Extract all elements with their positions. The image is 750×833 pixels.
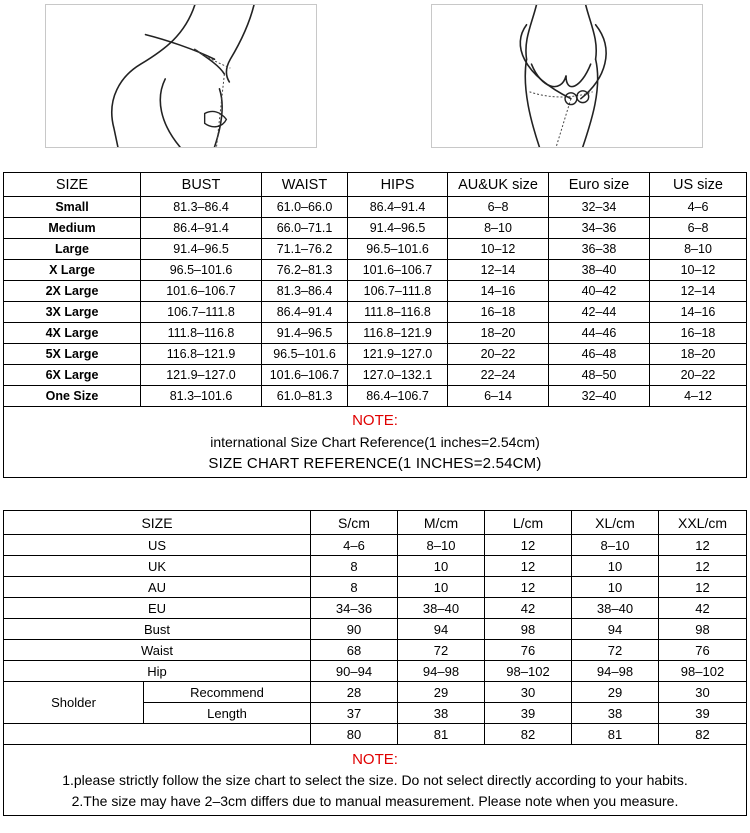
table-cell: 12 [485, 556, 572, 577]
table-cell: 106.7–111.8 [348, 281, 448, 302]
table-cell: 86.4–91.4 [141, 218, 262, 239]
table-cell: 91.4–96.5 [348, 218, 448, 239]
header-cell: Euro size [549, 173, 650, 197]
table-cell: 86.4–91.4 [262, 302, 348, 323]
table-cell: 34–36 [549, 218, 650, 239]
table-cell: 30 [659, 682, 747, 703]
table-cell: 12 [659, 535, 747, 556]
table-cell: 94 [572, 619, 659, 640]
table-cell: 12–14 [448, 260, 549, 281]
table-cell: 6–8 [650, 218, 747, 239]
size-cell: 2X Large [4, 281, 141, 302]
table-cell: 121.9–127.0 [141, 365, 262, 386]
table-cell: 82 [485, 724, 572, 745]
table-cell: 10–12 [448, 239, 549, 260]
table-cell: 48–50 [549, 365, 650, 386]
table-cell: 116.8–121.9 [141, 344, 262, 365]
table-cell: 111.8–116.8 [141, 323, 262, 344]
table-cell: 32–34 [549, 197, 650, 218]
size-cell: One Size [4, 386, 141, 407]
table-cell: 39 [659, 703, 747, 724]
table-cell: 8 [311, 556, 398, 577]
table-cell: 72 [572, 640, 659, 661]
table-cell: 18–20 [448, 323, 549, 344]
note-cell [4, 745, 747, 816]
row-label: Hip [4, 661, 311, 682]
table-cell: 10 [398, 556, 485, 577]
table-cell: 101.6–106.7 [141, 281, 262, 302]
table-cell: 96.5–101.6 [141, 260, 262, 281]
table-cell: 96.5–101.6 [262, 344, 348, 365]
table-cell: 76 [659, 640, 747, 661]
header-cell: S/cm [311, 511, 398, 535]
table-cell: 10 [572, 556, 659, 577]
table-cell: 38 [398, 703, 485, 724]
note-line: 1.please strictly follow the size chart to select the size. Do not select directly according to your habits. [62, 771, 688, 788]
note-row [4, 745, 747, 816]
table-row [4, 682, 747, 703]
table-cell: 80 [311, 724, 398, 745]
size-cell: Large [4, 239, 141, 260]
table-cell: 86.4–106.7 [348, 386, 448, 407]
table-cell: 18–20 [650, 344, 747, 365]
row-label: US [4, 535, 311, 556]
table-cell: 12 [485, 577, 572, 598]
table-row [4, 535, 747, 556]
table-cell: 94–98 [398, 661, 485, 682]
table-cell: 76 [485, 640, 572, 661]
table-row [4, 323, 747, 344]
table-cell: 8–10 [448, 218, 549, 239]
table-cell: 94 [398, 619, 485, 640]
waist-measure-illustration [45, 4, 317, 148]
table-cell: 96.5–101.6 [348, 239, 448, 260]
table-cell: 42–44 [549, 302, 650, 323]
note-row [4, 407, 747, 478]
table-header-row [4, 511, 747, 535]
row-label: Waist [4, 640, 311, 661]
note-title: NOTE: [352, 750, 398, 768]
header-cell: AU&UK size [448, 173, 549, 197]
table-cell: 98–102 [485, 661, 572, 682]
note-cell [4, 407, 747, 478]
size-cell: 4X Large [4, 323, 141, 344]
table-cell: 101.6–106.7 [262, 365, 348, 386]
table-cell: 16–18 [650, 323, 747, 344]
table-cell: 22–24 [448, 365, 549, 386]
header-cell: XXL/cm [659, 511, 747, 535]
table-cell: 46–48 [549, 344, 650, 365]
table-cell: 127.0–132.1 [348, 365, 448, 386]
table-cell: 98 [485, 619, 572, 640]
table-cell: 98–102 [659, 661, 747, 682]
table-row [4, 386, 747, 407]
table-cell: 6–8 [448, 197, 549, 218]
table-cell: 81.3–101.6 [141, 386, 262, 407]
sholder-label: Sholder [4, 682, 144, 724]
table-cell: 101.6–106.7 [348, 260, 448, 281]
header-cell: L/cm [485, 511, 572, 535]
table-row [4, 598, 747, 619]
table-row [4, 640, 747, 661]
table-cell: 40–42 [549, 281, 650, 302]
row-label: UK [4, 556, 311, 577]
table-cell: 30 [485, 682, 572, 703]
row-sublabel: Length [144, 703, 311, 724]
table-cell: 72 [398, 640, 485, 661]
table-cell: 6–14 [448, 386, 549, 407]
table-row [4, 577, 747, 598]
table-cell: 81 [572, 724, 659, 745]
table-cell: 34–36 [311, 598, 398, 619]
table-header-row [4, 173, 747, 197]
table-cell: 86.4–91.4 [348, 197, 448, 218]
table-cell: 61.0–81.3 [262, 386, 348, 407]
table-row [4, 239, 747, 260]
table-cell: 90–94 [311, 661, 398, 682]
table-row [4, 724, 747, 745]
header-cell: SIZE [4, 511, 311, 535]
note-line: 2.The size may have 2–3cm differs due to manual measurement. Please note when you measure. [71, 792, 679, 809]
size-cell: X Large [4, 260, 141, 281]
table-row [4, 661, 747, 682]
table-cell: 44–46 [549, 323, 650, 344]
table-row [4, 344, 747, 365]
table-cell: 20–22 [650, 365, 747, 386]
table-cell: 8 [311, 577, 398, 598]
header-cell: US size [650, 173, 747, 197]
table-cell: 12 [659, 556, 747, 577]
table-cell: 39 [485, 703, 572, 724]
table-cell: 4–6 [650, 197, 747, 218]
table-cell: 71.1–76.2 [262, 239, 348, 260]
table-cell: 20–22 [448, 344, 549, 365]
table-row [4, 260, 747, 281]
table-cell: 32–40 [549, 386, 650, 407]
table-cell: 36–38 [549, 239, 650, 260]
table-cell: 116.8–121.9 [348, 323, 448, 344]
size-conversion-table [3, 510, 747, 816]
table-cell: 90 [311, 619, 398, 640]
row-label: EU [4, 598, 311, 619]
size-cell: 6X Large [4, 365, 141, 386]
table-cell: 4–12 [650, 386, 747, 407]
table-cell: 42 [659, 598, 747, 619]
table-cell: 76.2–81.3 [262, 260, 348, 281]
table-cell: 4–6 [311, 535, 398, 556]
table-cell: 106.7–111.8 [141, 302, 262, 323]
note-title: NOTE: [352, 411, 398, 429]
table-cell: 10–12 [650, 260, 747, 281]
size-chart-table [3, 172, 747, 478]
table-cell: 91.4–96.5 [262, 323, 348, 344]
bust-measure-drawing [432, 5, 702, 147]
table-cell: 37 [311, 703, 398, 724]
table-cell: 81.3–86.4 [262, 281, 348, 302]
table-cell: 38–40 [398, 598, 485, 619]
table-cell: 81.3–86.4 [141, 197, 262, 218]
table-cell: 91.4–96.5 [141, 239, 262, 260]
header-cell: BUST [141, 173, 262, 197]
table-row [4, 302, 747, 323]
table-cell: 29 [572, 682, 659, 703]
row-label [4, 724, 311, 745]
table-cell: 8–10 [572, 535, 659, 556]
table-cell: 14–16 [448, 281, 549, 302]
table-cell: 81 [398, 724, 485, 745]
table-cell: 82 [659, 724, 747, 745]
table-row [4, 197, 747, 218]
size-cell: Medium [4, 218, 141, 239]
bust-measure-illustration [431, 4, 703, 148]
note-line: SIZE CHART REFERENCE(1 INCHES=2.54CM) [208, 454, 542, 472]
table-cell: 12 [659, 577, 747, 598]
header-cell: M/cm [398, 511, 485, 535]
table-cell: 8–10 [650, 239, 747, 260]
size-cell: Small [4, 197, 141, 218]
table-row [4, 218, 747, 239]
table-cell: 42 [485, 598, 572, 619]
size-cell: 3X Large [4, 302, 141, 323]
table-row [4, 619, 747, 640]
table-cell: 111.8–116.8 [348, 302, 448, 323]
table-cell: 68 [311, 640, 398, 661]
table-row [4, 365, 747, 386]
table-cell: 38–40 [572, 598, 659, 619]
table-cell: 16–18 [448, 302, 549, 323]
row-sublabel: Recommend [144, 682, 311, 703]
table-cell: 38 [572, 703, 659, 724]
size-cell: 5X Large [4, 344, 141, 365]
table-cell: 14–16 [650, 302, 747, 323]
table-cell: 8–10 [398, 535, 485, 556]
table-cell: 98 [659, 619, 747, 640]
table-cell: 29 [398, 682, 485, 703]
header-cell: HIPS [348, 173, 448, 197]
table-cell: 28 [311, 682, 398, 703]
table-cell: 94–98 [572, 661, 659, 682]
table-cell: 10 [572, 577, 659, 598]
table-cell: 10 [398, 577, 485, 598]
table-row [4, 556, 747, 577]
table-cell: 12 [485, 535, 572, 556]
table-cell: 12–14 [650, 281, 747, 302]
header-cell: WAIST [262, 173, 348, 197]
table-cell: 66.0–71.1 [262, 218, 348, 239]
table-cell: 38–40 [549, 260, 650, 281]
row-label: Bust [4, 619, 311, 640]
table-cell: 121.9–127.0 [348, 344, 448, 365]
table-cell: 61.0–66.0 [262, 197, 348, 218]
header-cell: XL/cm [572, 511, 659, 535]
waist-measure-drawing [46, 5, 316, 147]
table-row [4, 281, 747, 302]
row-label: AU [4, 577, 311, 598]
header-cell: SIZE [4, 173, 141, 197]
note-line: international Size Chart Reference(1 inches=2.54cm) [210, 433, 540, 450]
